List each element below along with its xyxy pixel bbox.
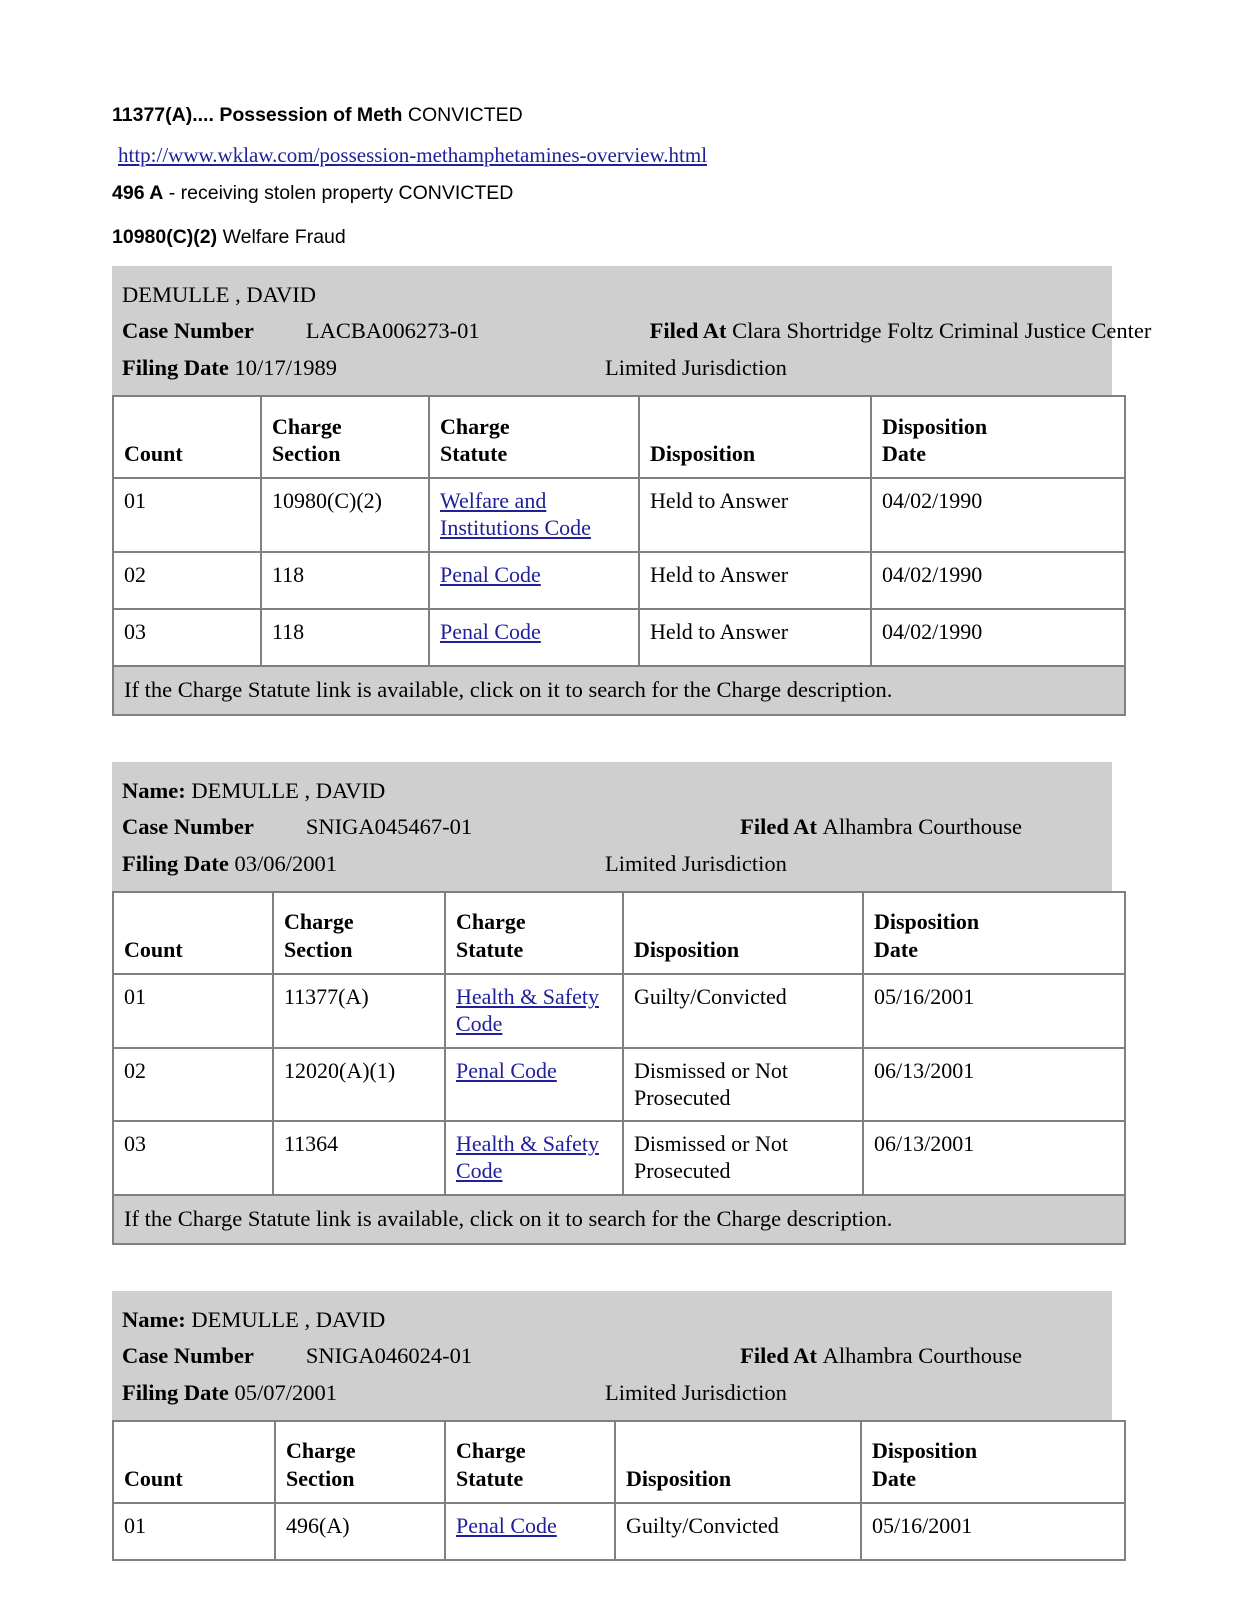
jurisdiction-value: Limited Jurisdiction bbox=[605, 1379, 787, 1405]
cell-charge-statute bbox=[429, 609, 639, 666]
charge-statute-line2: Statute bbox=[456, 1465, 524, 1491]
charge-statute-link[interactable]: Penal Code bbox=[440, 618, 541, 644]
table-row bbox=[113, 609, 1125, 666]
cell-charge-section: 11364 bbox=[273, 1121, 445, 1195]
case-number-value: SNIGA046024-01 bbox=[305, 1343, 473, 1368]
table-header-row bbox=[113, 892, 1125, 974]
filed-at-label: Filed At bbox=[740, 814, 817, 840]
disposition-date-line1: Disposition bbox=[874, 909, 980, 935]
column-header-count-label: Count bbox=[124, 1465, 183, 1491]
column-header-disposition-date bbox=[863, 892, 1125, 974]
table-row bbox=[113, 552, 1125, 609]
case-name-row bbox=[122, 280, 1112, 317]
note-1-code: 11377(A).... bbox=[112, 104, 214, 126]
disposition-date-line2: Date bbox=[882, 440, 926, 466]
filing-date-value: 10/17/1989 bbox=[234, 354, 338, 380]
note-line-4 bbox=[112, 226, 1124, 250]
note-3-code: 496 A bbox=[112, 182, 164, 205]
note-line-1 bbox=[112, 104, 1124, 128]
charge-statute-link[interactable]: Welfare and Institutions Code bbox=[440, 488, 591, 541]
cell-charge-statute bbox=[445, 1048, 623, 1122]
filed-at-value: Alhambra Courthouse bbox=[822, 1343, 1022, 1368]
disposition-date-line1: Disposition bbox=[872, 1438, 978, 1464]
charge-section-line1: Charge bbox=[272, 413, 342, 439]
table-row bbox=[113, 1503, 1125, 1560]
case-name-value: DEMULLE , DAVID bbox=[191, 777, 386, 803]
wklaw-url-link[interactable]: http://www.wklaw.com/possession-methamphetamines-overview.html bbox=[118, 142, 708, 167]
table-footnote-row bbox=[113, 1195, 1125, 1244]
cell-charge-section: 11377(A) bbox=[273, 974, 445, 1048]
cell-disposition-date: 04/02/1990 bbox=[871, 552, 1125, 609]
cell-count: 02 bbox=[113, 552, 261, 609]
charges-table bbox=[112, 395, 1126, 715]
cell-disposition-date: 05/16/2001 bbox=[863, 974, 1125, 1048]
column-header-count-label: Count bbox=[124, 936, 183, 962]
filing-date-label: Filing Date bbox=[122, 1379, 229, 1405]
cell-disposition: Dismissed or Not Prosecuted bbox=[623, 1048, 863, 1122]
charge-section-line2: Section bbox=[284, 936, 353, 962]
column-header-disposition-date bbox=[871, 396, 1125, 478]
case-number-row bbox=[122, 1341, 1112, 1378]
column-header-charge-section bbox=[273, 892, 445, 974]
cell-disposition: Guilty/Convicted bbox=[623, 974, 863, 1048]
name-label: Name: bbox=[122, 777, 186, 803]
column-header-disposition bbox=[615, 1421, 861, 1503]
cell-disposition: Held to Answer bbox=[639, 478, 871, 552]
disposition-label: Disposition bbox=[650, 440, 756, 466]
disposition-date-line2: Date bbox=[872, 1465, 916, 1491]
charge-statute-link[interactable]: Health & Safety Code bbox=[456, 984, 599, 1037]
cell-charge-section: 496(A) bbox=[275, 1503, 445, 1560]
case-number-row bbox=[122, 316, 1152, 353]
cell-count: 03 bbox=[113, 609, 261, 666]
column-header-disposition bbox=[639, 396, 871, 478]
case-name-row bbox=[122, 776, 1112, 813]
filing-date-row bbox=[122, 849, 1112, 882]
case-header bbox=[112, 762, 1112, 892]
cell-disposition: Dismissed or Not Prosecuted bbox=[623, 1121, 863, 1195]
disposition-label: Disposition bbox=[626, 1465, 732, 1491]
url-line bbox=[118, 142, 1124, 168]
disposition-label: Disposition bbox=[634, 936, 740, 962]
cell-count: 02 bbox=[113, 1048, 273, 1122]
cell-disposition-date: 04/02/1990 bbox=[871, 478, 1125, 552]
cell-disposition-date: 06/13/2001 bbox=[863, 1048, 1125, 1122]
charge-statute-line2: Statute bbox=[456, 936, 524, 962]
table-row bbox=[113, 478, 1125, 552]
column-header-count bbox=[113, 892, 273, 974]
column-header-charge-statute bbox=[429, 396, 639, 478]
charge-statute-line1: Charge bbox=[440, 413, 510, 439]
charge-statute-link[interactable]: Penal Code bbox=[456, 1513, 557, 1538]
case-header bbox=[112, 266, 1152, 396]
disposition-date-line2: Date bbox=[874, 936, 918, 962]
note-3-text: - receiving stolen property CONVICTED bbox=[168, 182, 514, 205]
cell-charge-statute bbox=[445, 1121, 623, 1195]
cell-count: 01 bbox=[113, 974, 273, 1048]
table-header-row bbox=[113, 1421, 1125, 1503]
column-header-count bbox=[113, 396, 261, 478]
table-footnote: If the Charge Statute link is available, click on it to search for the Charge description. bbox=[113, 666, 1125, 715]
cell-disposition-date: 06/13/2001 bbox=[863, 1121, 1125, 1195]
case-number-value: SNIGA045467-01 bbox=[305, 814, 473, 840]
column-header-disposition-date bbox=[861, 1421, 1125, 1503]
column-header-charge-statute bbox=[445, 1421, 615, 1503]
table-row bbox=[113, 974, 1125, 1048]
note-4-text: Welfare Fraud bbox=[222, 225, 346, 248]
charges-table bbox=[112, 1420, 1126, 1561]
note-1-status: CONVICTED bbox=[407, 104, 523, 126]
case-number-label: Case Number bbox=[122, 814, 254, 840]
cell-disposition: Held to Answer bbox=[639, 609, 871, 666]
case-number-value: LACBA006273-01 bbox=[305, 318, 480, 344]
cell-charge-statute bbox=[445, 974, 623, 1048]
case-name-value: DEMULLE , DAVID bbox=[122, 281, 316, 307]
cell-count: 01 bbox=[113, 478, 261, 552]
note-1-description: Possession of Meth bbox=[219, 104, 403, 126]
column-header-count-label: Count bbox=[124, 440, 183, 466]
charge-section-line2: Section bbox=[286, 1465, 355, 1491]
case-block bbox=[112, 1291, 1124, 1562]
cell-count: 01 bbox=[113, 1503, 275, 1560]
cell-disposition: Guilty/Convicted bbox=[615, 1503, 861, 1560]
charge-section-line1: Charge bbox=[284, 909, 354, 935]
filing-date-row bbox=[122, 353, 1112, 386]
case-name-value: DEMULLE , DAVID bbox=[191, 1306, 386, 1332]
case-block bbox=[112, 762, 1124, 1245]
charge-statute-line2: Statute bbox=[440, 440, 508, 466]
table-header-row bbox=[113, 396, 1125, 478]
charge-statute-line1: Charge bbox=[456, 1438, 526, 1464]
column-header-charge-section bbox=[261, 396, 429, 478]
cell-count: 03 bbox=[113, 1121, 273, 1195]
filed-at-label: Filed At bbox=[649, 318, 727, 344]
charge-section-line2: Section bbox=[272, 440, 341, 466]
table-footnote-row bbox=[113, 666, 1125, 715]
filed-at-label: Filed At bbox=[740, 1343, 817, 1368]
case-number-row bbox=[122, 812, 1112, 849]
table-row bbox=[113, 1048, 1125, 1122]
cell-disposition-date: 04/02/1990 bbox=[871, 609, 1125, 666]
charge-statute-link[interactable]: Penal Code bbox=[456, 1057, 557, 1083]
charge-statute-line1: Charge bbox=[456, 909, 526, 935]
jurisdiction-value: Limited Jurisdiction bbox=[605, 850, 787, 876]
note-4-code: 10980(C)(2) bbox=[112, 225, 218, 248]
case-number-label: Case Number bbox=[122, 318, 254, 344]
cell-charge-section: 118 bbox=[261, 609, 429, 666]
table-row bbox=[113, 1121, 1125, 1195]
filing-date-value: 03/06/2001 bbox=[234, 850, 338, 876]
charge-statute-link[interactable]: Penal Code bbox=[440, 561, 541, 587]
filing-date-row bbox=[122, 1378, 1112, 1411]
column-header-charge-section bbox=[275, 1421, 445, 1503]
document-content bbox=[112, 104, 1152, 1607]
case-name-row bbox=[122, 1305, 1112, 1342]
name-label: Name: bbox=[122, 1306, 186, 1332]
cell-charge-statute bbox=[445, 1503, 615, 1560]
filed-at-value: Clara Shortridge Foltz Criminal Justice Center bbox=[732, 318, 1152, 344]
note-line-3 bbox=[112, 182, 1124, 206]
filing-date-value: 05/07/2001 bbox=[234, 1379, 338, 1405]
cell-disposition: Held to Answer bbox=[639, 552, 871, 609]
column-header-charge-statute bbox=[445, 892, 623, 974]
charges-table bbox=[112, 891, 1126, 1244]
filed-at-value: Alhambra Courthouse bbox=[822, 814, 1022, 840]
filing-date-label: Filing Date bbox=[122, 850, 229, 876]
charge-statute-link[interactable]: Health & Safety Code bbox=[456, 1131, 599, 1184]
filing-date-label: Filing Date bbox=[122, 354, 229, 380]
cell-charge-section: 10980(C)(2) bbox=[261, 478, 429, 552]
cell-disposition-date: 05/16/2001 bbox=[861, 1503, 1125, 1560]
disposition-date-line1: Disposition bbox=[882, 413, 988, 439]
case-number-label: Case Number bbox=[122, 1343, 254, 1368]
table-footnote: If the Charge Statute link is available, click on it to search for the Charge description. bbox=[113, 1195, 1125, 1244]
jurisdiction-value: Limited Jurisdiction bbox=[605, 354, 787, 380]
case-header bbox=[112, 1291, 1112, 1421]
cell-charge-statute bbox=[429, 478, 639, 552]
cell-charge-statute bbox=[429, 552, 639, 609]
case-block bbox=[112, 266, 1152, 716]
cell-charge-section: 12020(A)(1) bbox=[273, 1048, 445, 1122]
charge-section-line1: Charge bbox=[286, 1438, 356, 1464]
column-header-count bbox=[113, 1421, 275, 1503]
column-header-disposition bbox=[623, 892, 863, 974]
cell-charge-section: 118 bbox=[261, 552, 429, 609]
